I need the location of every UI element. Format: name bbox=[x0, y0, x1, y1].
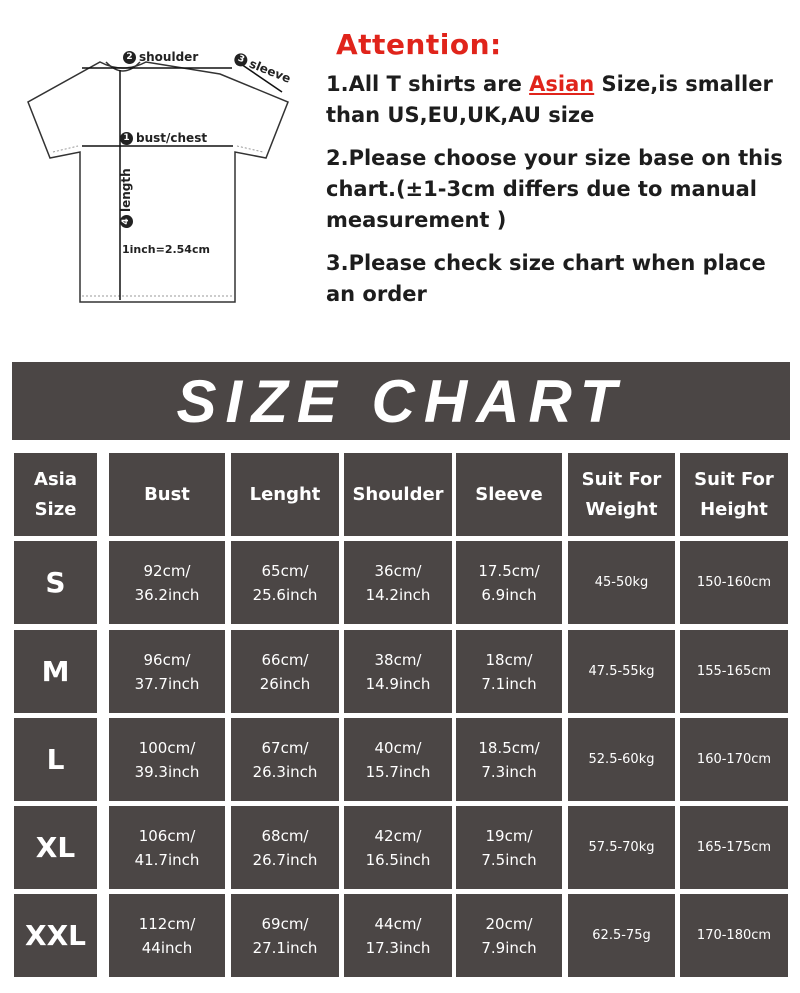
sleeve-cell bbox=[456, 894, 562, 977]
header-text: Asia Size bbox=[34, 468, 77, 520]
length-value: 67cm/ 26.3inch bbox=[252, 738, 318, 781]
shoulder-cell bbox=[344, 806, 452, 889]
header-asia-size bbox=[14, 453, 97, 536]
bust-cell bbox=[109, 718, 225, 801]
tshirt-outline-icon bbox=[20, 40, 300, 310]
shoulder-value: 44cm/ 17.3inch bbox=[365, 914, 431, 957]
sleeve-cell bbox=[456, 718, 562, 801]
shoulder-value: 36cm/ 14.2inch bbox=[365, 561, 431, 604]
header-text: Bust bbox=[144, 483, 190, 505]
shoulder-text: shoulder bbox=[139, 50, 199, 64]
sleeve-cell bbox=[456, 541, 562, 624]
header-sleeve bbox=[456, 453, 562, 536]
length-value: 69cm/ 27.1inch bbox=[252, 914, 318, 957]
shoulder-cell bbox=[344, 630, 452, 713]
length-text: length bbox=[119, 168, 133, 212]
weight-cell: 47.5-55kg bbox=[568, 630, 675, 713]
size-cell: XXL bbox=[14, 894, 97, 977]
size-chart-banner bbox=[12, 362, 790, 440]
bust-value: 106cm/ 41.7inch bbox=[134, 826, 200, 869]
bust-cell bbox=[109, 894, 225, 977]
bust-value: 112cm/ 44inch bbox=[138, 914, 196, 957]
bust-label bbox=[120, 131, 207, 145]
attention-item-3: 3.Please check size chart when place an order bbox=[326, 251, 766, 306]
sleeve-value: 17.5cm/ 6.9inch bbox=[478, 561, 540, 604]
weight-cell: 52.5-60kg bbox=[568, 718, 675, 801]
attention-item-1 bbox=[326, 69, 786, 131]
header-bust bbox=[109, 453, 225, 536]
number-badge: 4 bbox=[120, 215, 133, 228]
item1-prefix: 1.All T shirts are bbox=[326, 72, 530, 96]
shoulder-value: 42cm/ 16.5inch bbox=[365, 826, 431, 869]
bust-cell bbox=[109, 630, 225, 713]
bust-cell bbox=[109, 806, 225, 889]
length-value: 68cm/ 26.7inch bbox=[252, 826, 318, 869]
number-badge: 1 bbox=[120, 132, 133, 145]
sleeve-value: 19cm/ 7.5inch bbox=[481, 826, 537, 869]
bust-cell bbox=[109, 541, 225, 624]
number-badge: 3 bbox=[232, 51, 249, 68]
header-height bbox=[680, 453, 788, 536]
bust-value: 96cm/ 37.7inch bbox=[134, 650, 200, 693]
bust-text: bust/chest bbox=[136, 131, 208, 145]
length-value: 66cm/ 26inch bbox=[259, 650, 311, 693]
length-cell bbox=[231, 630, 339, 713]
length-label bbox=[119, 136, 133, 228]
sleeve-text: sleeve bbox=[247, 56, 293, 86]
size-cell: M bbox=[14, 630, 97, 713]
header-text: Suit For Height bbox=[694, 468, 774, 520]
length-cell bbox=[231, 718, 339, 801]
height-cell: 165-175cm bbox=[680, 806, 788, 889]
bust-value: 92cm/ 36.2inch bbox=[134, 561, 200, 604]
shoulder-cell bbox=[344, 718, 452, 801]
height-cell: 160-170cm bbox=[680, 718, 788, 801]
weight-cell: 57.5-70kg bbox=[568, 806, 675, 889]
weight-cell: 45-50kg bbox=[568, 541, 675, 624]
tshirt-diagram bbox=[20, 40, 300, 310]
sleeve-value: 20cm/ 7.9inch bbox=[481, 914, 537, 957]
height-cell: 150-160cm bbox=[680, 541, 788, 624]
shoulder-label bbox=[123, 50, 198, 64]
length-value: 65cm/ 25.6inch bbox=[252, 561, 318, 604]
length-cell bbox=[231, 806, 339, 889]
size-cell: S bbox=[14, 541, 97, 624]
attention-title: Attention: bbox=[336, 28, 502, 61]
header-shoulder bbox=[344, 453, 452, 536]
length-cell bbox=[231, 541, 339, 624]
bust-value: 100cm/ 39.3inch bbox=[134, 738, 200, 781]
sleeve-cell bbox=[456, 806, 562, 889]
header-text: Sleeve bbox=[475, 483, 543, 505]
header-length bbox=[231, 453, 339, 536]
number-badge: 2 bbox=[123, 51, 136, 64]
sleeve-value: 18cm/ 7.1inch bbox=[481, 650, 537, 693]
header-text: Shoulder bbox=[352, 483, 444, 505]
weight-cell: 62.5-75g bbox=[568, 894, 675, 977]
header-weight bbox=[568, 453, 675, 536]
inch-conversion-note: 1inch=2.54cm bbox=[122, 243, 210, 256]
sleeve-value: 18.5cm/ 7.3inch bbox=[478, 738, 540, 781]
attention-notes bbox=[326, 28, 786, 322]
shoulder-value: 38cm/ 14.9inch bbox=[365, 650, 431, 693]
attention-item-2: 2.Please choose your size base on this chart.(±1-3cm differs due to manual measurement ) bbox=[326, 146, 783, 232]
shoulder-cell bbox=[344, 894, 452, 977]
shoulder-value: 40cm/ 15.7inch bbox=[365, 738, 431, 781]
item1-highlight: Asian bbox=[529, 72, 595, 96]
item1-suffix: Size,is smaller than US,EU,UK,AU size bbox=[326, 72, 773, 127]
size-cell: XL bbox=[14, 806, 97, 889]
height-cell: 155-165cm bbox=[680, 630, 788, 713]
header-text: Suit For Weight bbox=[581, 468, 662, 520]
shoulder-cell bbox=[344, 541, 452, 624]
header-text: Lenght bbox=[249, 483, 321, 505]
size-cell: L bbox=[14, 718, 97, 801]
height-cell: 170-180cm bbox=[680, 894, 788, 977]
size-chart-title: SIZE CHART bbox=[176, 367, 626, 435]
length-cell bbox=[231, 894, 339, 977]
sleeve-cell bbox=[456, 630, 562, 713]
